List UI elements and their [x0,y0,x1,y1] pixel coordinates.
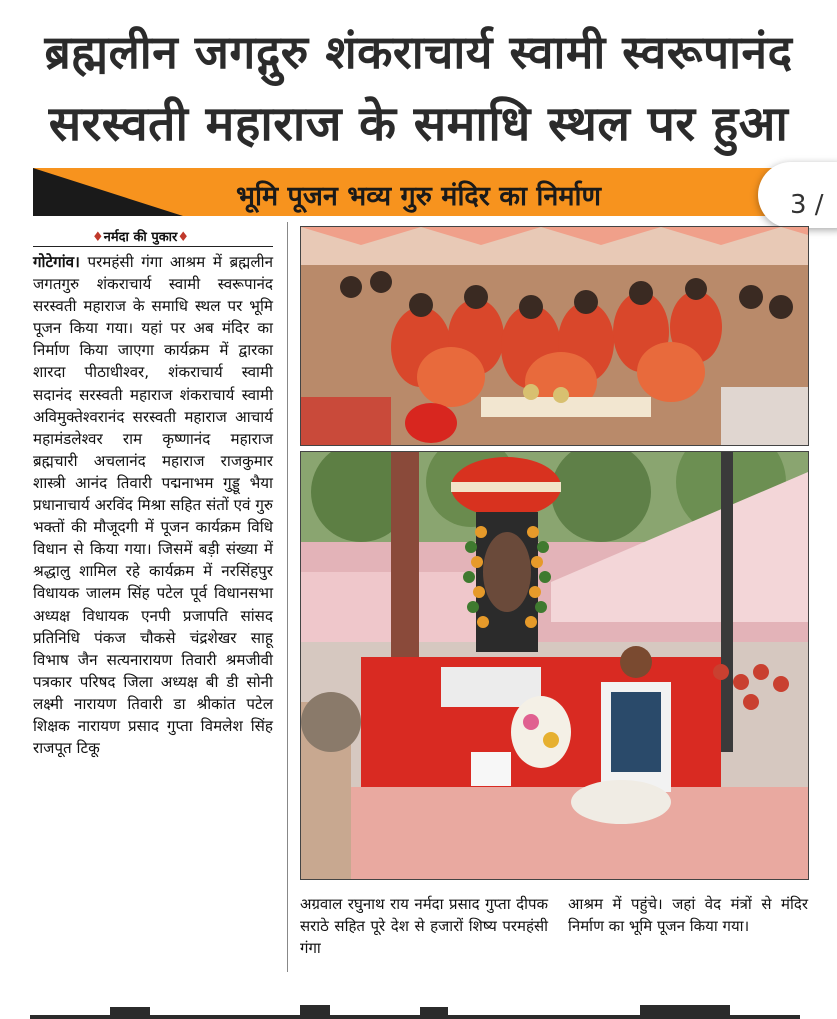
article-body: परमहंसी गंगा आश्रम में ब्रह्मलीन जगतगुरु शंकराचार्य स्वामी स्वरूपानंद सरस्वती महाराज के समाधि स्थल पर भूमि पूजन किया गया। यहां पर अब मंदिर का निर्माण किया जाएगा कार्यक्रम में द्वारका शारदा पीठाधीश्वर, शंकराचार्य स्वामी सदानंद सरस्वती महाराज शंकराचार्य स्वामी अविमुक्तेश्वरानंद सरस्वती महाराज आचार्य महामंडलेश्वर राम कृष्णानंद महाराज ब्रह्मचारी अचलानंद महाराज राजकुमार शास्त्री आनंद तिवारी पद्मनाभम गुड्डू भैया प्रधानाचार्य अरविंद मिश्रा सहित संतों एवं गुरु भक्तों की मौजूदगी में पूजन कार्यक्रम विधि विधान से किया गया। जिसमें बड़ी संख्या में श्रद्धालु शामिल रहे कार्यक्रम में नरसिंहपुर विधायक जालम सिंह पटेल पूर्व विधानसभा अध्यक्ष विधायक एनपी प्रजापति सांसद प्रतिनिधि पंकज चौकसे चंद्रशेखर साहू विभाष जैन सत्यनारायण तिवारी श्रमजीवी पत्रकार परिषद जिला अध्यक्ष बी डी सोनी लक्ष्मी नारायण तिवारी डा श्रीकांत पटेल शिक्षक नारायण प्रसाद गुप्ता विमलेश सिंह राजपूत टिकू [33,253,274,758]
byline-rule [33,246,273,247]
headline-line-1: ब्रह्मलीन जगद्गुरु शंकराचार्य स्वामी स्वरूपानंद [44,25,793,79]
diamond-icon: ♦ [177,230,190,245]
diamond-icon: ♦ [92,230,104,245]
next-headline-cutoff [0,1003,837,1019]
subheadline: भूमि पूजन भव्य गुरु मंदिर का निर्माण [236,181,601,212]
column-divider [287,222,288,972]
byline-text: नर्मदा की पुकार [103,230,178,245]
dateline: गोटेगांव। [33,253,80,271]
article-column-3: आश्रम में पहुंचे। जहां वेद मंत्रों से मंदिर निर्माण का भूमि पूजन किया गया। [568,895,808,935]
headline-line-2: सरस्वती महाराज के समाधि स्थल पर हुआ [48,96,789,152]
page-indicator[interactable]: 3 / [790,190,824,220]
article-column-2: अग्रवाल रघुनाथ राय नर्मदा प्रसाद गुप्ता दीपक सराठे सहित पूरे देश से हजारों शिष्य परमहंसी गंगा [300,895,548,957]
byline [92,227,189,245]
ceremony-photo [300,226,809,446]
shrine-photo [300,451,809,880]
article-column-1 [33,251,273,759]
